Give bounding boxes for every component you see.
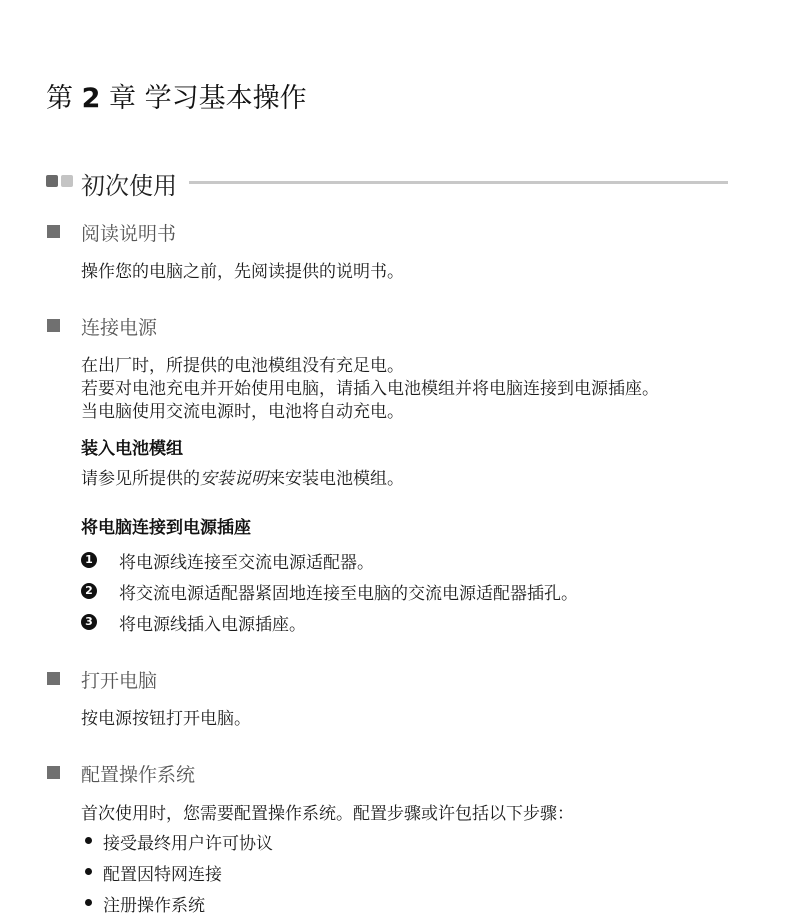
step-text: 将电源线插入电源插座。 — [119, 615, 306, 635]
connect-outlet-heading: 将电脑连接到电源插座 — [81, 518, 251, 538]
section-marker-dark-icon — [46, 175, 58, 187]
power-line-1: 在出厂时，所提供的电池模组没有充足电。 — [81, 356, 404, 376]
chapter-title — [46, 76, 307, 115]
turn-on-heading: 打开电脑 — [81, 670, 158, 692]
install-battery-text — [81, 468, 404, 491]
chapter-number: 2 — [81, 83, 101, 114]
turn-on-text: 按电源按钮打开电脑。 — [81, 709, 251, 729]
power-heading: 连接电源 — [81, 317, 158, 339]
list-item: 注册操作系统 — [103, 896, 205, 916]
read-manual-heading: 阅读说明书 — [81, 223, 177, 245]
bullet-dot-icon — [85, 868, 92, 875]
section-rule — [189, 181, 728, 184]
section-marker-light-icon — [61, 175, 73, 187]
list-item: 配置因特网连接 — [103, 865, 222, 885]
install-text-before: 请参见所提供的 — [81, 469, 200, 489]
bullet-dot-icon — [85, 899, 92, 906]
step-text: 将电源线连接至交流电源适配器。 — [119, 553, 374, 573]
square-bullet-icon — [47, 225, 60, 238]
power-line-2: 若要对电池充电并开始使用电脑，请插入电池模组并将电脑连接到电源插座。 — [81, 379, 659, 399]
install-guide-reference: 安装说明 — [200, 469, 268, 489]
step-number-icon: 3 — [81, 614, 97, 630]
configure-text: 首次使用时，您需要配置操作系统。配置步骤或许包括以下步骤： — [81, 804, 574, 824]
install-text-after: 来安装电池模组。 — [268, 469, 404, 489]
chapter-name: 章 学习基本操作 — [108, 83, 307, 114]
configure-heading: 配置操作系统 — [81, 764, 196, 786]
square-bullet-icon — [47, 766, 60, 779]
section-title: 初次使用 — [81, 172, 177, 200]
bullet-dot-icon — [85, 837, 92, 844]
step-text: 将交流电源适配器紧固地连接至电脑的交流电源适配器插孔。 — [119, 584, 578, 604]
read-manual-text: 操作您的电脑之前，先阅读提供的说明书。 — [81, 262, 404, 282]
list-item: 接受最终用户许可协议 — [103, 834, 273, 854]
install-battery-heading: 装入电池模组 — [81, 439, 183, 459]
square-bullet-icon — [47, 319, 60, 332]
power-line-3: 当电脑使用交流电源时，电池将自动充电。 — [81, 402, 404, 422]
step-number-icon: 1 — [81, 552, 97, 568]
chapter-prefix: 第 — [46, 83, 73, 114]
section-header — [46, 166, 728, 198]
step-number-icon: 2 — [81, 583, 97, 599]
square-bullet-icon — [47, 672, 60, 685]
